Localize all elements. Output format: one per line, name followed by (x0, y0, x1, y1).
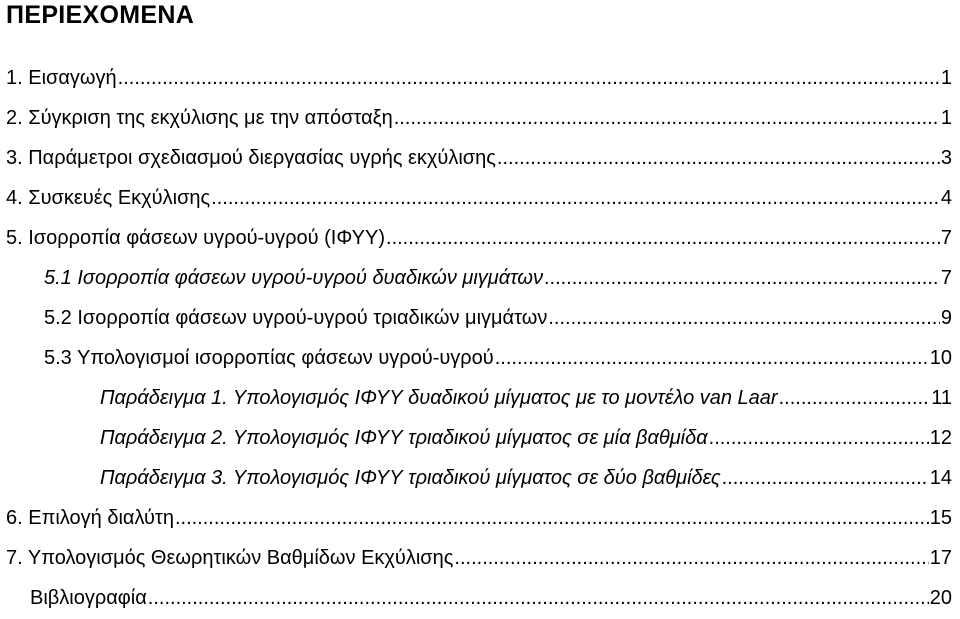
toc-page-number: 12 (929, 427, 952, 449)
toc-entry-text: 6. Επιλογή διαλύτη (6, 507, 174, 529)
dot-leader (709, 426, 929, 450)
dot-leader (548, 306, 940, 330)
toc-page-number: 4 (940, 187, 952, 209)
dot-leader (544, 266, 940, 290)
dot-leader (175, 506, 929, 530)
dot-leader (722, 466, 929, 490)
toc-page-number: 7 (940, 267, 952, 289)
toc-entry-text: 3. Παράμετροι σχεδιασμού διεργασίας υγρής εκχύλισης (6, 147, 496, 169)
toc-page-number: 7 (940, 227, 952, 249)
toc-entry-5-3[interactable] (44, 344, 952, 370)
toc-entry-example-3[interactable] (100, 464, 952, 490)
toc-entry-text: 4. Συσκευές Εκχύλισης (6, 187, 211, 209)
toc-entry-text: 5.2 Ισορροπία φάσεων υγρού-υγρού τριαδικών μιγμάτων (44, 307, 548, 329)
toc-entry-text: 1. Εισαγωγή (6, 67, 117, 89)
toc-entry-text: 7. Υπολογισμός Θεωρητικών Βαθμίδων Εκχύλισης (6, 547, 454, 569)
dot-leader (211, 186, 940, 210)
toc-heading: ΠΕΡΙΕΧΟΜΕΝΑ (6, 1, 195, 29)
toc-entry-5-2[interactable] (44, 304, 952, 330)
toc-entry-3[interactable] (6, 144, 952, 170)
toc-entry-6[interactable] (6, 504, 952, 530)
toc-entry-1[interactable] (6, 64, 952, 90)
toc-entry-7[interactable] (6, 544, 952, 570)
toc-entry-text: Παράδειγμα 2. Υπολογισμός ΙΦΥΥ τριαδικού μίγματος σε μία βαθμίδα (100, 427, 708, 449)
toc-entry-5-1[interactable] (44, 264, 952, 290)
toc-entry-2[interactable] (6, 104, 952, 130)
toc-entry-5[interactable] (6, 224, 952, 250)
toc-page-number: 15 (929, 507, 952, 529)
toc-page-number: 11 (931, 387, 952, 409)
toc-entry-text: Παράδειγμα 1. Υπολογισμός ΙΦΥΥ δυαδικού μίγματος με το μοντέλο van Laar (100, 387, 778, 409)
toc-entry-text: 5.3 Υπολογισμοί ισορροπίας φάσεων υγρού-υγρού (44, 347, 494, 369)
toc-entry-text: 5.1 Ισορροπία φάσεων υγρού-υγρού δυαδικών μιγμάτων (44, 267, 543, 289)
toc-page-number: 3 (940, 147, 952, 169)
toc-entry-text: Παράδειγμα 3. Υπολογισμός ΙΦΥΥ τριαδικού μίγματος σε δύο βαθμίδες (100, 467, 721, 489)
toc-page-number: 1 (940, 67, 952, 89)
dot-leader (394, 106, 940, 130)
toc-page-number: 1 (940, 107, 952, 129)
toc-entry-example-2[interactable] (100, 424, 952, 450)
toc-entry-text: 5. Ισορροπία φάσεων υγρού-υγρού (ΙΦΥΥ) (6, 227, 386, 249)
dot-leader (495, 346, 929, 370)
toc-entry-4[interactable] (6, 184, 952, 210)
toc-page-number: 9 (940, 307, 952, 329)
dot-leader (118, 66, 940, 90)
dot-leader (497, 146, 940, 170)
toc-page-number: 10 (929, 347, 952, 369)
toc-page-number: 17 (929, 547, 952, 569)
dot-leader (148, 586, 929, 610)
toc-entry-example-1[interactable] (100, 384, 952, 410)
toc-entry-bibliography[interactable] (30, 584, 952, 610)
toc-entry-text: 2. Σύγκριση της εκχύλισης με την απόσταξη (6, 107, 393, 129)
toc-entry-text: Βιβλιογραφία (30, 587, 147, 609)
dot-leader (779, 386, 931, 410)
dot-leader (454, 546, 928, 570)
dot-leader (386, 226, 940, 250)
toc-page-number: 20 (929, 587, 952, 609)
toc-page-number: 14 (929, 467, 952, 489)
